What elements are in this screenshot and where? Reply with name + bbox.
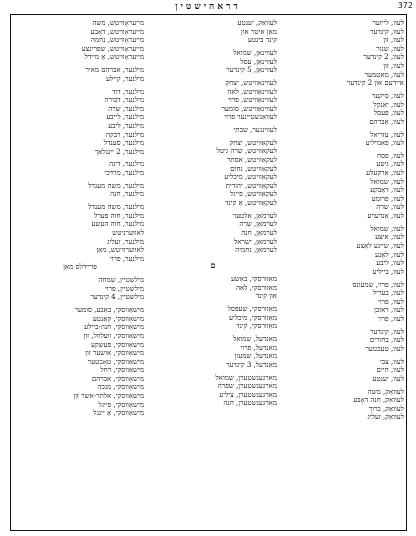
name-entry: לעוו, מאַטמער [364, 70, 404, 79]
name-entry: לערמאַן, שרה [239, 220, 277, 229]
name-entry: מילנער, לייבע [106, 113, 144, 122]
name-entry: לערמאַן, ישראל [234, 237, 277, 246]
name-entry: לעוו, פרוי [377, 314, 404, 323]
name-entry: לעוו, ליבע [376, 259, 404, 268]
name-entry: מילנער, 2 יינגלאַך [94, 147, 144, 156]
name-entry: לעוו, זון [383, 36, 404, 45]
name-entry: לעוו, שמואל [370, 177, 404, 186]
name-entry: מילנער, קיילע [105, 74, 144, 83]
name-entry: מישאַווסקי, אלתר-אשר זון [73, 392, 144, 401]
name-entry: לעקאַוויטש, יצחק [229, 138, 277, 147]
name-entry: מאַנדעל, פרוי [240, 343, 277, 352]
name-entry: לאווערניטש [112, 229, 144, 237]
name-entry: לעווינגער, שבתי [233, 126, 277, 135]
name-entry: לעוואַק, משה [367, 387, 404, 396]
name-entry: לעוו, אַנדערע [367, 212, 404, 221]
name-entry: מילשטיין, פרוי [104, 284, 144, 293]
name-entry: פריידלס מאַן [63, 263, 97, 272]
name-entry: מילנער, דבורה [104, 96, 144, 105]
name-entry: מישאַווסקי, אַ יינגל [93, 409, 144, 418]
name-entry: מישאַווסקי, באַבע, סומער [74, 306, 144, 315]
name-entry: מילנער, זעליג [107, 237, 144, 246]
name-entry: מארגענשטערן, שמואל [215, 373, 277, 382]
name-entry: לערמאַן, חנה [241, 229, 277, 237]
name-entry: לעוו, פרומע [371, 194, 404, 203]
name-entry: לעווינאַן, 5 קינדער [226, 66, 277, 75]
name-entry: לאווערוויטש, מאַן [96, 246, 144, 255]
name-entry: מילנער, אברהם מאיר [85, 66, 144, 75]
name-entry: מילנער, חוה העשע [91, 220, 144, 229]
name-entry: מאַנדעל, 3 קינדער [225, 360, 277, 369]
name-entry: מילנער, משה מענדל [88, 203, 144, 212]
name-entry: מייעראָוויטש, נחמה [90, 36, 144, 45]
section-letter: ם [210, 259, 216, 270]
name-entry: לעוו, זון [383, 61, 404, 70]
name-entry: לעוו, שרה [376, 203, 404, 212]
name-entry: לעקאַוויטש, מיכליע [224, 173, 277, 182]
names-column-1 [282, 19, 404, 422]
name-entry: מישאַווסקי, פעשקע [90, 340, 144, 349]
name-entry: לעקאַוויטש, יהודית [225, 181, 277, 190]
name-entry: לעוו, איצע [375, 233, 404, 242]
name-entry: לעוו, גיטע [376, 160, 404, 169]
name-entry: מאַן איטר און [240, 27, 277, 36]
name-entry: מארגענשטערן, חנה [223, 399, 277, 408]
name-entry: מישאַווסקי, פייגל [98, 400, 144, 409]
name-entry: מילנער, סענדל [103, 139, 144, 148]
name-entry: מילשטיין, שמחה [98, 276, 144, 285]
name-entry: מאַזורסקי, באַשע [230, 275, 277, 284]
name-entry: לערמאַן, אלטער [232, 211, 277, 220]
name-entry: איידעם און 2 קינדער [346, 79, 404, 88]
name-entry: לעקאַוויטש, אַ קינד [225, 199, 277, 208]
names-column-3 [16, 19, 144, 418]
name-entry: לעוואַק, יענטע [237, 19, 277, 27]
name-entry: לעוו, פרוי [377, 297, 404, 306]
name-entry: לעוו, קינדער [370, 27, 404, 36]
name-entry: לעוו, יאַנקל [373, 100, 404, 109]
name-entry: מישאַווסקי, וועלוול, זון [83, 331, 144, 340]
name-entry: מאַזורסקי, שעפּסל [227, 305, 277, 314]
name-entry: לעוואַק, זעליג [367, 413, 404, 422]
name-entry: לעקאַוויטש, פייגל [229, 190, 277, 199]
name-entry: לעוו, בייליע [372, 267, 404, 276]
page-number: 372 [397, 1, 413, 10]
name-entry: לעווינאַוויטש, פרוי [228, 96, 277, 105]
name-entry: מילנער, דוד [112, 87, 144, 96]
name-entry: לעווינאַוויטש, סומער [221, 104, 277, 113]
name-entry: לעווינאַן, שמואל [233, 48, 277, 57]
name-entry: מייעראָוויטש, שפרינצע [81, 44, 144, 53]
name-entry: מילנער, רבקה [106, 130, 144, 139]
name-entry: לעוו, בעריל [372, 289, 404, 298]
name-entry: לעוו, פרוי, שמעונס [352, 280, 404, 289]
name-entry: לעוו, לאַנע [375, 250, 404, 259]
name-entry: לעוו, אַברהם [369, 117, 404, 126]
name-entry: לעוו, לייזער [372, 19, 404, 27]
name-entry: מארגענשטערן, ציליע [219, 390, 277, 399]
name-entry: מייעראָוויטש, משה [92, 19, 144, 27]
name-entry: מישאַווסקי, חנה-ביילע [84, 323, 144, 332]
name-entry: מישאַווסקי, אברהם [91, 374, 144, 383]
name-entry: מילנער, דינה [109, 160, 144, 169]
name-entry: מייעראָוויטש, דאָבע [90, 27, 144, 36]
name-entry: מילנער, פרוי [109, 254, 144, 263]
name-entry: לעקאַוויטש, שרה גיטל [216, 147, 277, 156]
name-entry: מייעראָוויטש, אַ מיידל [84, 53, 144, 62]
name-entry: לעוואַנשטיינער פרוי [224, 113, 277, 122]
name-entry: מישאַווסקי, קאַנטע [92, 314, 144, 323]
name-entry: מילנער, חוה פערל [94, 211, 144, 220]
name-entry: לעווינאַוויטש, יצחק [225, 78, 277, 87]
names-column-2 [149, 19, 277, 408]
name-entry: לעוו, שנור [376, 44, 404, 53]
name-entry: מילנער, משה מענדל [88, 181, 144, 190]
name-entry: לעוו, יענטע [372, 374, 404, 383]
name-entry: לעוו, דאַבקע [370, 186, 404, 195]
name-entry: מילנער, שרה [108, 104, 144, 113]
name-entry: מילשטיין, 4 קינדער [90, 293, 144, 302]
name-entry: לעוו, ראובן [374, 306, 404, 315]
name-entry: לעוו, סיקער [371, 91, 404, 100]
name-entry: לעוו, פאַמיליע [365, 139, 404, 148]
name-entry: מילנער, חנה [110, 190, 144, 199]
name-entry: לעוו, טעכטער [365, 344, 404, 353]
name-entry: מאַזורסקי, לאה [235, 283, 277, 292]
name-entry: לעוואַק, ברוך [368, 404, 404, 413]
name-entry: מאַנדעל, שמואל [232, 335, 277, 344]
name-entry: לעוו, חיים [376, 366, 404, 375]
name-entry: לעוו, עזריאל [370, 130, 404, 139]
name-entry: מישאַווסקי, אושער זון [85, 349, 144, 358]
name-entry: לעוואַק, חנה דאָבע [353, 396, 404, 405]
name-entry: לעקאַוויטש, נחום [230, 164, 277, 173]
name-entry: קינד בינטע [247, 36, 277, 45]
name-entry: לעוו, שיינע לאַצע [356, 242, 404, 250]
page-header [0, 0, 416, 14]
name-entry: לעווינאַוויטש, לאה [227, 87, 277, 96]
name-entry: לעוו, קינדער [370, 327, 404, 336]
name-entry: לעוו, אַרקעלע [366, 169, 404, 178]
name-entry: לעוו, צבי [379, 357, 404, 366]
name-entry: לעוו, שמואל [370, 224, 404, 233]
name-entry: לערמאַן, נחמיה [235, 246, 277, 255]
name-entry: לעוו, פעסל [373, 109, 404, 118]
name-entry: מאַזורסקי, מיכליע [228, 313, 277, 322]
name-entry: לעווינאַן, עסל [240, 57, 277, 66]
name-entry: לעקאַוויטש, אסתר [226, 156, 277, 165]
name-entry: מישאַווסקי, רחל [100, 366, 144, 375]
name-entry: מארגענשטערן, שפרה [217, 382, 277, 391]
name-entry: מילנער, ליבע [108, 121, 144, 130]
name-entry: לעוו, פסח [376, 151, 404, 160]
names-list-frame [10, 14, 407, 531]
name-entry: מישאַווסקי, מנכה [97, 383, 144, 392]
name-entry: מישאַווסקי, טאָכטער [87, 357, 144, 366]
name-entry: און קינד [255, 292, 277, 301]
name-entry: מאַזורסקי, קינד [236, 322, 277, 331]
name-entry: לעוו, בחורים [369, 336, 404, 345]
name-entry: מאַנדעל, שמעון [234, 352, 277, 361]
name-entry: מילנער, מרדכי [104, 169, 144, 178]
name-entry: לעוו, 2 קינדער [363, 53, 404, 62]
running-head: דראהישטין [175, 2, 241, 12]
